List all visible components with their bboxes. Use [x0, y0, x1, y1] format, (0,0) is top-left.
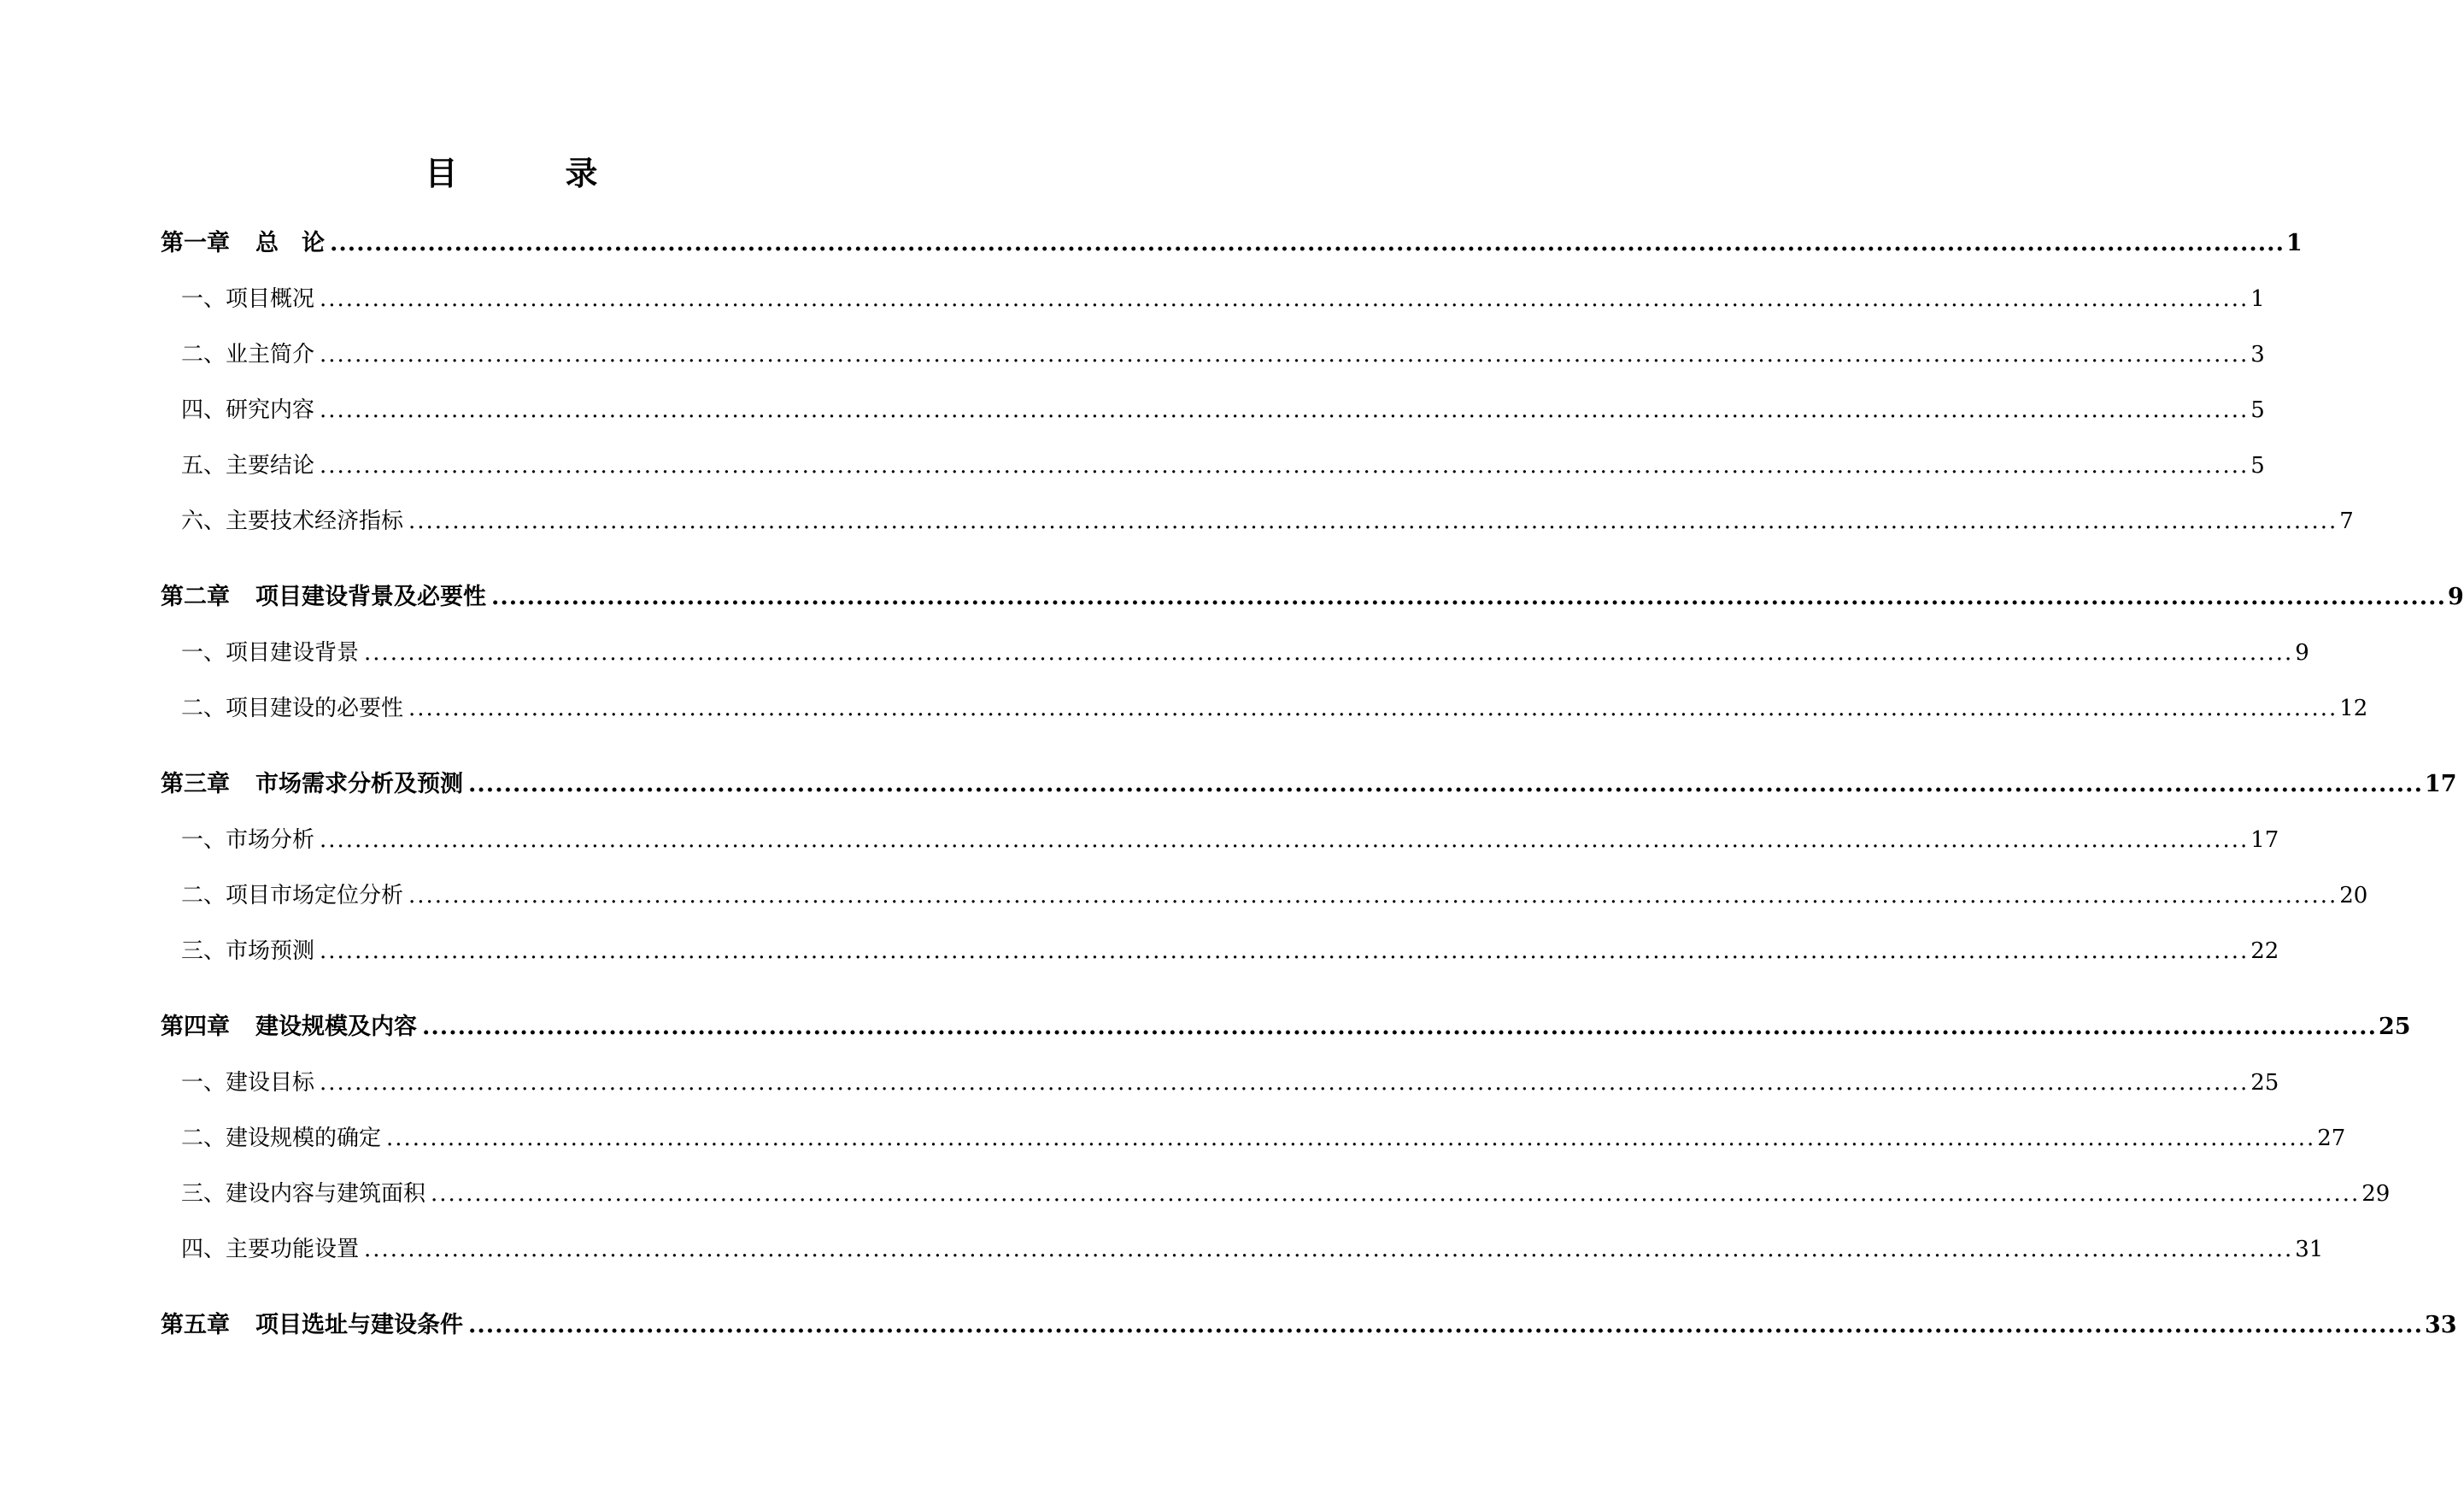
toc-chapter-5[interactable] — [161, 1306, 2457, 1340]
dot-leader: ............................................................................................................................................................................................................................ — [408, 508, 2338, 534]
toc-page-number: 29 — [2361, 1181, 2391, 1207]
dot-leader: ............................................................................................................................................................................................................................ — [468, 771, 2423, 797]
toc-page-number: 3 — [2250, 342, 2265, 367]
toc-page-number: 1 — [2285, 230, 2303, 256]
dot-leader: ............................................................................................................................................................................................................................ — [320, 342, 2250, 367]
toc-section-label: 二、项目市场定位分析 — [181, 883, 404, 908]
toc-section[interactable] — [161, 878, 2368, 912]
toc-page-number: 31 — [2295, 1237, 2324, 1262]
toc-chapter-4[interactable] — [161, 1008, 2411, 1042]
toc-section-label: 一、市场分析 — [181, 827, 315, 853]
dot-leader: ............................................................................................................................................................................................................................ — [320, 286, 2250, 312]
toc-section[interactable] — [161, 691, 2368, 725]
toc-page-number: 5 — [2250, 453, 2265, 479]
toc-section-label: 四、主要功能设置 — [181, 1237, 360, 1262]
toc-page-number: 1 — [2250, 286, 2265, 312]
dot-leader: ............................................................................................................................................................................................................................ — [491, 584, 2446, 610]
toc-page-number: 20 — [2339, 883, 2368, 908]
toc-section-label: 一、项目建设背景 — [181, 640, 360, 666]
toc-section[interactable] — [161, 281, 2265, 315]
toc-section-label: 一、建设目标 — [181, 1070, 315, 1096]
dot-leader: ............................................................................................................................................................................................................................ — [320, 453, 2250, 479]
toc-chapter-label: 第三章 市场需求分析及预测 — [161, 771, 463, 797]
toc-page-number: 5 — [2250, 397, 2265, 423]
toc-section[interactable] — [161, 503, 2354, 538]
dot-leader: ............................................................................................................................................................................................................................ — [468, 1312, 2423, 1338]
toc-section[interactable] — [161, 1065, 2279, 1099]
toc-section-label: 三、市场预测 — [181, 938, 315, 964]
toc-section-label: 二、建设规模的确定 — [181, 1126, 382, 1151]
toc-section[interactable] — [161, 1232, 2324, 1266]
dot-leader: ............................................................................................................................................................................................................................ — [320, 397, 2250, 423]
dot-leader: ............................................................................................................................................................................................................................ — [422, 1014, 2377, 1040]
toc-section[interactable] — [161, 448, 2265, 482]
toc-chapter-2[interactable] — [161, 578, 2464, 612]
toc-chapter-3[interactable] — [161, 765, 2457, 799]
toc-page-number: 25 — [2250, 1070, 2279, 1096]
toc-section[interactable] — [161, 635, 2309, 669]
dot-leader: ............................................................................................................................................................................................................................ — [431, 1181, 2361, 1207]
toc-page-number: 17 — [2250, 827, 2279, 853]
toc-section[interactable] — [161, 933, 2279, 967]
toc-chapter-label: 第二章 项目建设背景及必要性 — [161, 584, 486, 610]
dot-leader: ............................................................................................................................................................................................................................ — [320, 1070, 2250, 1096]
toc-page-number: 9 — [2447, 584, 2464, 610]
dot-leader: ............................................................................................................................................................................................................................ — [330, 230, 2285, 256]
toc-section-label: 二、业主简介 — [181, 342, 315, 367]
toc-chapter-1[interactable] — [161, 224, 2303, 258]
toc-page-number: 17 — [2424, 771, 2457, 797]
toc-section[interactable] — [161, 1176, 2391, 1210]
dot-leader: ............................................................................................................................................................................................................................ — [320, 938, 2250, 964]
toc-chapter-label: 第五章 项目选址与建设条件 — [161, 1312, 463, 1338]
toc-section-label: 一、项目概况 — [181, 286, 315, 312]
toc-page-number: 33 — [2424, 1312, 2457, 1338]
toc-page-number: 12 — [2339, 696, 2368, 721]
toc-page-number: 25 — [2378, 1014, 2411, 1040]
dot-leader: ............................................................................................................................................................................................................................ — [408, 883, 2338, 908]
toc-page-number: 7 — [2339, 508, 2354, 534]
toc-page-number: 27 — [2317, 1126, 2346, 1151]
toc-chapter-label: 第一章 总 论 — [161, 230, 325, 256]
toc-section[interactable] — [161, 392, 2265, 426]
toc-section-label: 二、项目建设的必要性 — [181, 696, 404, 721]
dot-leader: ............................................................................................................................................................................................................................ — [364, 1237, 2294, 1262]
toc-title: 目 录 — [425, 154, 636, 192]
toc-section[interactable] — [161, 822, 2279, 856]
toc-page-number: 9 — [2295, 640, 2309, 666]
toc-section[interactable] — [161, 1120, 2346, 1155]
toc-section[interactable] — [161, 337, 2265, 371]
dot-leader: ............................................................................................................................................................................................................................ — [386, 1126, 2316, 1151]
toc-section-label: 三、建设内容与建筑面积 — [181, 1181, 426, 1207]
toc-section-label: 六、主要技术经济指标 — [181, 508, 404, 534]
dot-leader: ............................................................................................................................................................................................................................ — [408, 696, 2338, 721]
dot-leader: ............................................................................................................................................................................................................................ — [364, 640, 2294, 666]
toc-page-number: 22 — [2250, 938, 2279, 964]
toc-chapter-label: 第四章 建设规模及内容 — [161, 1014, 417, 1040]
toc-section-label: 四、研究内容 — [181, 397, 315, 423]
toc-section-label: 五、主要结论 — [181, 453, 315, 479]
dot-leader: ............................................................................................................................................................................................................................ — [320, 827, 2250, 853]
